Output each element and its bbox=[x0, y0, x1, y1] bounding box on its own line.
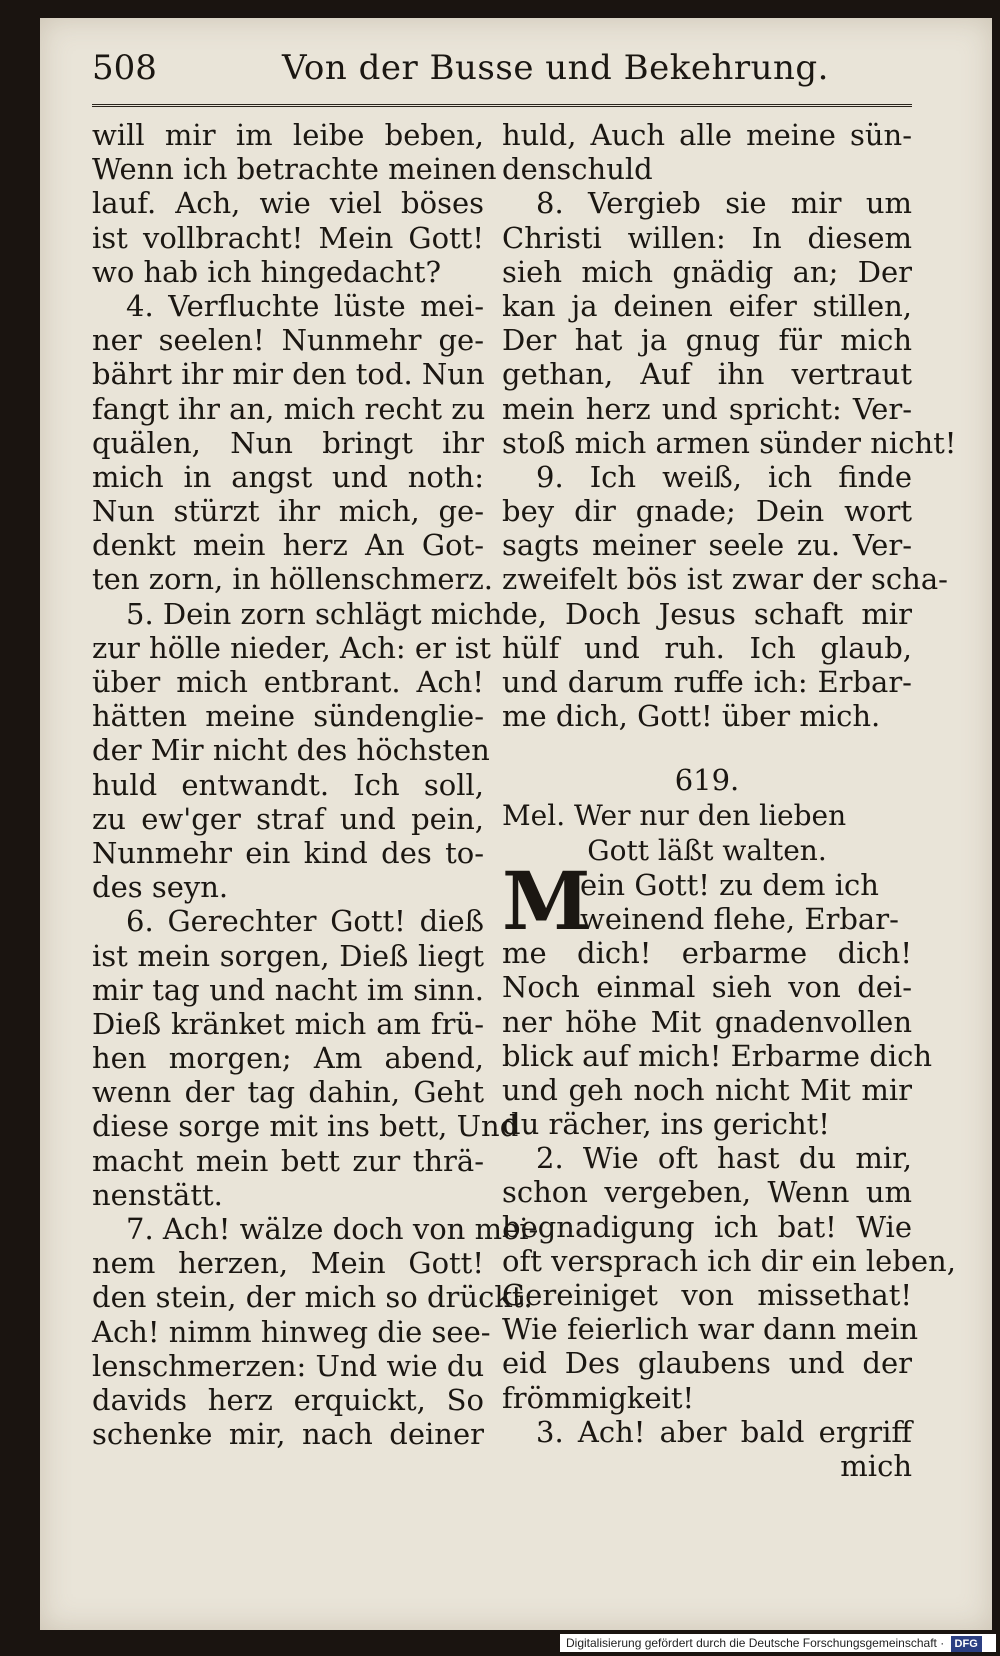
text-line: blick auf mich! Erbarme dich bbox=[502, 1038, 933, 1073]
digitization-credit bbox=[560, 1634, 996, 1652]
text-line: ner höhe Mit gnadenvollen bbox=[502, 1004, 912, 1039]
text-line: und geh noch nicht Mit mir bbox=[502, 1072, 912, 1107]
text-line: kan ja deinen eifer stillen, bbox=[502, 288, 912, 323]
text-line: diese sorge mit ins bett, Und bbox=[92, 1109, 519, 1144]
text-line: Christi willen: In diesem bbox=[502, 220, 912, 255]
text-line: wenn der tag dahin, Geht bbox=[92, 1075, 484, 1110]
text-line: will mir im leibe beben, bbox=[92, 118, 484, 152]
text-line: ner seelen! Nunmehr ge- bbox=[92, 323, 484, 358]
text-line: schenke mir, nach deiner bbox=[92, 1417, 484, 1452]
text-line: hätten meine sündenglie- bbox=[92, 699, 484, 734]
text-line: mir tag und nacht im sinn. bbox=[92, 972, 484, 1007]
text-line: über mich entbrant. Ach! bbox=[92, 665, 484, 699]
verse-start-line: 4. Verfluchte lüste mei- bbox=[126, 288, 484, 323]
text-line: stoß mich armen sünder nicht! bbox=[502, 425, 957, 460]
text-line: lauf. Ach, wie viel böses bbox=[92, 186, 484, 221]
text-line: zur hölle nieder, Ach: er ist bbox=[92, 630, 491, 665]
text-line: gethan, Auf ihn vertraut bbox=[502, 357, 912, 392]
text-line: denschuld bbox=[502, 152, 653, 187]
text-line: begnadigung ich bat! Wie bbox=[502, 1209, 912, 1244]
text-line: ist vollbracht! Mein Gott! bbox=[92, 220, 484, 255]
text-line: ten zorn, in höllenschmerz. bbox=[92, 562, 493, 597]
text-line: Ach! nimm hinweg die see- bbox=[92, 1314, 491, 1349]
melody-line: Gott läßt walten. bbox=[587, 833, 827, 867]
text-line: fangt ihr an, mich recht zu bbox=[92, 391, 486, 426]
text-line: sieh mich gnädig an; Der bbox=[502, 254, 912, 289]
drop-cap: M bbox=[502, 853, 591, 948]
text-line: macht mein bett zur thrä- bbox=[92, 1143, 484, 1178]
page-number: 508 bbox=[92, 48, 157, 88]
credit-text: Digitalisierung gefördert durch die Deutsche Forschungsgemeinschaft · bbox=[566, 1636, 945, 1650]
text-line: oft versprach ich dir ein leben, bbox=[502, 1243, 956, 1278]
text-line: und darum ruffe ich: Erbar- bbox=[502, 665, 912, 699]
text-line: Wie feierlich war dann mein bbox=[502, 1312, 919, 1347]
text-line: huld entwandt. Ich soll, bbox=[92, 767, 484, 802]
text-line: sagts meiner seele zu. Ver- bbox=[502, 528, 912, 563]
verse-start-line: 5. Dein zorn schlägt mich bbox=[126, 596, 503, 631]
dfg-logo: DFG bbox=[951, 1636, 982, 1652]
page-header bbox=[92, 40, 912, 96]
text-line: der Mir nicht des höchsten bbox=[92, 733, 490, 768]
verse-start-line: 2. Wie oft hast du mir, bbox=[536, 1141, 912, 1176]
melody-line: Mel. Wer nur den lieben bbox=[502, 799, 847, 833]
verse-start-line: 8. Vergieb sie mir um bbox=[536, 186, 912, 221]
text-line: du rächer, ins gericht! bbox=[502, 1107, 830, 1142]
text-line: huld, Auch alle meine sün- bbox=[502, 118, 912, 152]
hymn-number: 619. bbox=[674, 763, 740, 798]
text-line: davids herz erquickt, So bbox=[92, 1382, 484, 1417]
verse-start-line: 3. Ach! aber bald ergriff bbox=[536, 1414, 912, 1449]
text-line: me dich! erbarme dich! bbox=[502, 936, 912, 971]
text-line: ist mein sorgen, Dieß liegt bbox=[92, 938, 484, 973]
text-line: Nunmehr ein kind des to- bbox=[92, 835, 484, 870]
text-line: lenschmerzen: Und wie du bbox=[92, 1348, 485, 1383]
text-line: bey dir gnade; Dein wort bbox=[502, 494, 912, 529]
text-line: nem herzen, Mein Gott! bbox=[92, 1246, 484, 1281]
text-line: hen morgen; Am abend, bbox=[92, 1041, 484, 1076]
text-line: nenstätt. bbox=[92, 1177, 223, 1212]
left-column bbox=[92, 118, 539, 1452]
text-line: wo hab ich hingedacht? bbox=[92, 254, 441, 289]
right-column bbox=[502, 118, 957, 1483]
text-line: Wenn ich betrachte meinen bbox=[92, 152, 497, 187]
running-title: Von der Busse und Bekehrung. bbox=[282, 48, 829, 88]
text-line: Gereiniget von missethat! bbox=[502, 1278, 912, 1312]
verse-start-line: 6. Gerechter Gott! dieß bbox=[126, 904, 484, 939]
text-line: ein Gott! zu dem ich bbox=[580, 867, 879, 902]
text-line: weinend flehe, Erbar- bbox=[580, 901, 899, 936]
text-line: eid Des glaubens und der bbox=[502, 1346, 912, 1381]
text-line: Der hat ja gnug für mich bbox=[502, 323, 912, 358]
text-line: denkt mein herz An Got- bbox=[92, 528, 484, 563]
text-line: mich in angst und noth: bbox=[92, 459, 484, 494]
text-line: des seyn. bbox=[92, 870, 229, 905]
text-line: den stein, der mich so drückt. bbox=[92, 1280, 533, 1315]
text-line: schon vergeben, Wenn um bbox=[502, 1175, 912, 1210]
text-line: mein herz und spricht: Ver- bbox=[502, 391, 912, 426]
text-line: bährt ihr mir den tod. Nun bbox=[92, 357, 485, 392]
text-line: de, Doch Jesus schaft mir bbox=[502, 596, 912, 631]
text-line: zweifelt bös ist zwar der scha- bbox=[502, 562, 948, 597]
hymn-opening bbox=[502, 853, 912, 948]
text-line: Nun stürzt ihr mich, ge- bbox=[92, 494, 484, 529]
text-line: zu ew'ger straf und pein, bbox=[92, 801, 484, 836]
text-line: quälen, Nun bringt ihr bbox=[92, 425, 484, 460]
text-line: hülf und ruh. Ich glaub, bbox=[502, 630, 912, 665]
header-rule bbox=[92, 104, 912, 107]
text-line: frömmigkeit! bbox=[502, 1380, 695, 1415]
text-line: Noch einmal sieh von dei- bbox=[502, 970, 912, 1005]
text-line: me dich, Gott! über mich. bbox=[502, 699, 881, 734]
verse-start-line: 7. Ach! wälze doch von mei- bbox=[126, 1212, 539, 1246]
verse-start-line: 9. Ich weiß, ich finde bbox=[536, 459, 912, 494]
text-line: Dieß kränket mich am frü- bbox=[92, 1006, 484, 1041]
catchword: mich bbox=[840, 1448, 912, 1483]
